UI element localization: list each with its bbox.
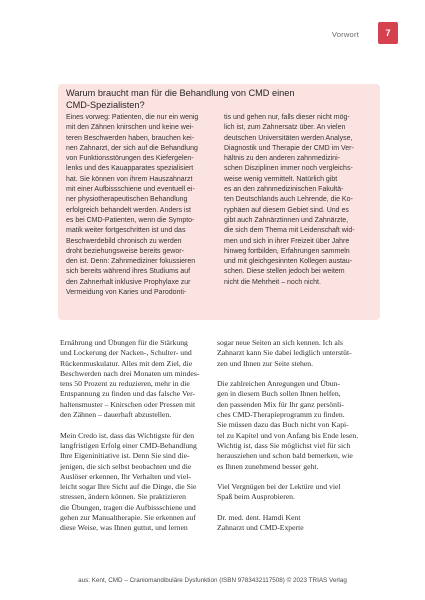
info-box-line: deutschen Universitäten werden Analyse, [224, 134, 353, 142]
body-line: Dr. med. dent. Hamdi Kent [217, 513, 301, 523]
info-box-line: hinweg fortbilden, Erfahrungen sammeln [224, 247, 350, 255]
body-line: zen und Ihnen zur Seite stehen. [217, 358, 314, 368]
section-label: Vorwort [331, 30, 359, 39]
body-line: ches CMD-Therapieprogramm zu finden. [217, 410, 345, 420]
body-line: den Zähnen – dauerhaft abzustellen. [60, 410, 172, 420]
info-box-title-line: Warum braucht man für die Behandlung von CMD einen [66, 88, 295, 98]
info-box-title [66, 88, 366, 111]
body-line: leicht sogar Ihre Sicht auf die Dinge, die Sie [60, 482, 197, 492]
body-left-column [60, 338, 216, 544]
info-box-line: teren Beschwerden haben, brauchen kei- [66, 134, 195, 142]
body-line: Spaß beim Ausprobieren. [217, 492, 295, 502]
info-box-line: es bei CMD-Patienten, wenn die Sympto- [66, 216, 195, 224]
info-box-line: tis und gehen nur, falls dieser nicht mög- [224, 114, 350, 121]
body-paragraph [217, 482, 373, 503]
info-box-line: es an den zahnmedizinischen Fakultä- [224, 186, 344, 194]
body-line: Ihre Eigeninitiative ist. Denn Sie sind die- [60, 451, 190, 461]
body-line: Entspannung zu finden und das falsche Ver- [60, 389, 196, 399]
page-number-badge: 7 [378, 22, 398, 44]
info-box-line: erfolgreich behandelt werden. Anders ist [66, 206, 191, 214]
info-box-line: hältnis zu den anderen zahnmedizini- [224, 155, 340, 163]
body-line: Ernährung und Übungen für die Stärkung [60, 338, 188, 347]
info-box-line: nen Zahnarzt, der sich auf die Behandlung [66, 144, 198, 152]
body-line: Wichtig ist, dass Sie möglichst viel für sich [217, 440, 351, 450]
info-box-line: gibt auch Zahnärztinnen und Zahnärzte, [224, 216, 349, 224]
body-paragraph [60, 338, 216, 420]
info-box-line: den Zahnerhalt inklusive Prophylaxe zur [66, 278, 191, 286]
info-box-line: lich ist, zum Zahnersatz über. An vielen [224, 124, 346, 132]
info-box-line: weise wenig vermittelt. Natürlich gibt [224, 175, 338, 183]
info-box-line: lenks und des Kauapparates spezialisiert [66, 165, 194, 173]
info-box-line: mit den Zähnen knirschen und keine wei- [66, 124, 194, 132]
body-line: jenigen, die sich selbst beobachten und die [60, 461, 192, 471]
info-box-line: schen Disziplinen immer noch vergleichs- [224, 165, 353, 173]
body-line: Zahnarzt kann Sie dabei lediglich unterstüt- [217, 348, 352, 358]
info-box-right-column [224, 113, 376, 288]
body-paragraph [217, 379, 373, 472]
body-line: Die zahlreichen Anregungen und Übun- [217, 379, 340, 389]
body-line: herausziehen und schon bald bemerken, wie [217, 451, 353, 461]
info-box-line: men und sich in ihrer Freizeit über Jahre [224, 237, 350, 245]
info-box-line: hat. Sie können von ihrem Hauszahnarzt [66, 175, 193, 183]
info-box-line: und mit gleichgesinnten Kollegen austau- [224, 258, 353, 266]
body-line: Viel Vergnügen bei der Lektüre und viel [217, 482, 341, 492]
body-line: tens 50 Prozent zu reduzieren, mehr in die [60, 379, 190, 389]
info-box-line: Diagnostik und Therapie der CMD im Ver- [224, 144, 354, 152]
info-box-line: nicht die Mehrheit – noch nicht. [224, 278, 321, 286]
body-line: gen in diesem Buch sollen Ihnen helfen, [217, 389, 341, 399]
body-paragraph [217, 338, 373, 369]
info-box-line: ryphäen auf diesem Gebiet sind. Und es [224, 206, 349, 214]
info-box-line: Beschwerdebild chronisch zu werden [66, 237, 182, 245]
info-box-line: ner physiotherapeutischen Behandlung [66, 196, 188, 204]
body-line: haltensmuster – Knirschen oder Pressen mit [60, 399, 196, 409]
info-box-line: Vermeidung von Karies und Parodonti- [66, 289, 187, 297]
info-box-line: ten Deutschlands auch Lehrende, die Ko- [224, 196, 353, 204]
info-box [58, 84, 380, 320]
body-line: und Lockerung der Nacken-, Schulter- und [60, 348, 192, 358]
info-box-line: die sich dem Thema mit Leidenschaft wid- [224, 227, 355, 235]
info-box-line: sich bereits während ihres Studiums auf [66, 268, 191, 276]
body-line: langfristigen Erfolg einer CMD-Behandlung [60, 440, 197, 450]
info-box-line: Eines vorweg: Patienten, die nur ein wenig [66, 114, 199, 121]
body-right-column [217, 338, 373, 544]
body-line: Auslöser erkennen, Ihr Verhalten und viel- [60, 471, 191, 481]
info-box-left-column [66, 113, 218, 298]
info-box-line: den ist. Denn: Zahnmediziner fokussieren [66, 258, 196, 266]
body-line: es Ihnen zunehmend besser geht. [217, 461, 319, 471]
body-line: Zahnarzt und CMD-Experte [217, 523, 304, 533]
body-line: die Übungen, tragen die Aufbissschiene und [60, 502, 196, 512]
body-line: gehen zur Manualtherapie. Sie erkennen auf [60, 513, 196, 523]
info-box-line: von Funktionsstörungen des Kiefergelen- [66, 155, 194, 163]
body-line: Mein Credo ist, dass das Wichtigste für den [60, 430, 195, 440]
info-box-line: matik weiter fortgeschritten ist und das [66, 227, 186, 235]
info-box-line: mit einer Aufbissschiene und eventuell ei- [66, 186, 195, 194]
footer-citation: aus: Kent, CMD – Craniomandibuläre Dysfunktion (ISBN 9783432117508) © 2023 TRIAS Verlag [78, 577, 347, 584]
body-line: sogar neue Seiten an sich kennen. Ich als [217, 338, 343, 347]
body-line: den passenden Mix für Ihr ganz persönli- [217, 399, 344, 409]
body-line: Rückenmuskulatur. Alles mit dem Ziel, die [60, 358, 193, 368]
info-box-line: droht beziehungsweise bereits gewor- [66, 247, 184, 255]
body-line: Beschwerden nach drei Monaten um mindes- [60, 368, 200, 378]
body-line: tel zu Kapitel und von Anfang bis Ende lesen. [217, 430, 359, 440]
body-paragraph [217, 513, 373, 534]
body-line: diese Weise, was Ihnen guttut, und lernen [60, 523, 188, 533]
body-line: stressen, ändern können. Sie praktizieren [60, 492, 186, 502]
body-line: Sie müssen dazu das Buch nicht von Kapi- [217, 420, 349, 430]
info-box-line: schen. Diese stellen jedoch bei weitem [224, 268, 345, 276]
body-paragraph [60, 431, 216, 534]
info-box-title-line: CMD-Spezialisten? [66, 99, 145, 110]
